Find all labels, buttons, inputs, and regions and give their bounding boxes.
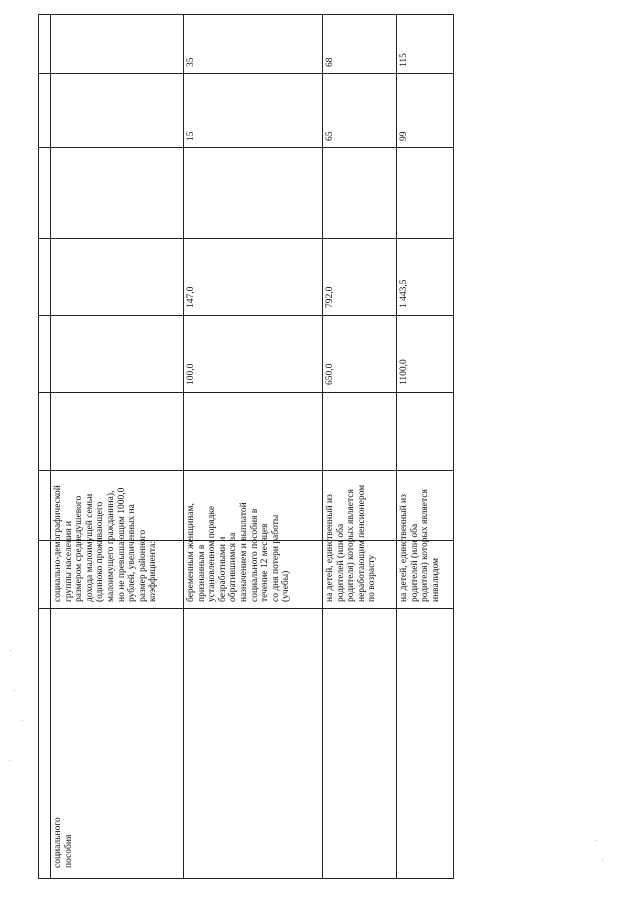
table-cell-amount-coef: 792,0 [325, 286, 335, 308]
scan-speck [14, 690, 15, 691]
table-cell-col-b: 35 [186, 57, 196, 67]
table-cell-col-a: 65 [325, 131, 335, 141]
scan-speck [22, 720, 23, 721]
table-rule [50, 14, 51, 878]
table-rule [38, 878, 454, 879]
table-rule [38, 238, 454, 239]
table-cell-amount: 1100,0 [399, 359, 409, 385]
table-cell-col-a: 99 [399, 131, 409, 141]
table-rule [322, 14, 323, 878]
table-cell-amount: 650,0 [325, 363, 335, 385]
table-header-cell: социального пособия [53, 817, 74, 868]
table-rule [38, 14, 454, 15]
table-rule [396, 14, 397, 878]
table-rule [38, 392, 454, 393]
table-category-intro: социально-демографической группы населения и размером среднедушевого дохода малоимущей семьи (одиноко проживающего малоимущего гражданина), но не превышающим 1000,0 рублей, увеличенных на размер районного коэффициента: [53, 485, 159, 602]
table-row-description: на детей, единственный из родителей (или оба родителя) которых является инвалидом [399, 489, 441, 602]
table-rule [38, 608, 454, 609]
table-cell-amount-coef: 1 443,5 [399, 279, 409, 308]
table-cell-amount-coef: 147,0 [186, 286, 196, 308]
table-rule [453, 14, 454, 878]
scan-speck [595, 840, 596, 841]
table-rule [38, 147, 454, 148]
table-rule [38, 73, 454, 74]
scan-speck [10, 650, 11, 651]
table-row-description: на детей, единственный из родителей (или оба родителя) которых является неработающим пенсионером по возрасту [325, 484, 378, 602]
table-cell-col-b: 68 [325, 57, 335, 67]
table-row-description: беременным женщинам, признанным в установленном порядке безработными и обратившимся за назначением и выплатой социального пособия в течение 12 месяцев со дня потери работы (учебы) [186, 502, 292, 602]
table-rule [38, 14, 39, 878]
table-rule [38, 470, 454, 471]
scan-speck [602, 860, 603, 861]
table-cell-col-b: 115 [399, 53, 409, 67]
table-rule [38, 315, 454, 316]
table-cell-amount: 100,0 [186, 363, 196, 385]
table-cell-col-a: 15 [186, 131, 196, 141]
scan-speck [9, 760, 10, 761]
table-rule [183, 14, 184, 878]
